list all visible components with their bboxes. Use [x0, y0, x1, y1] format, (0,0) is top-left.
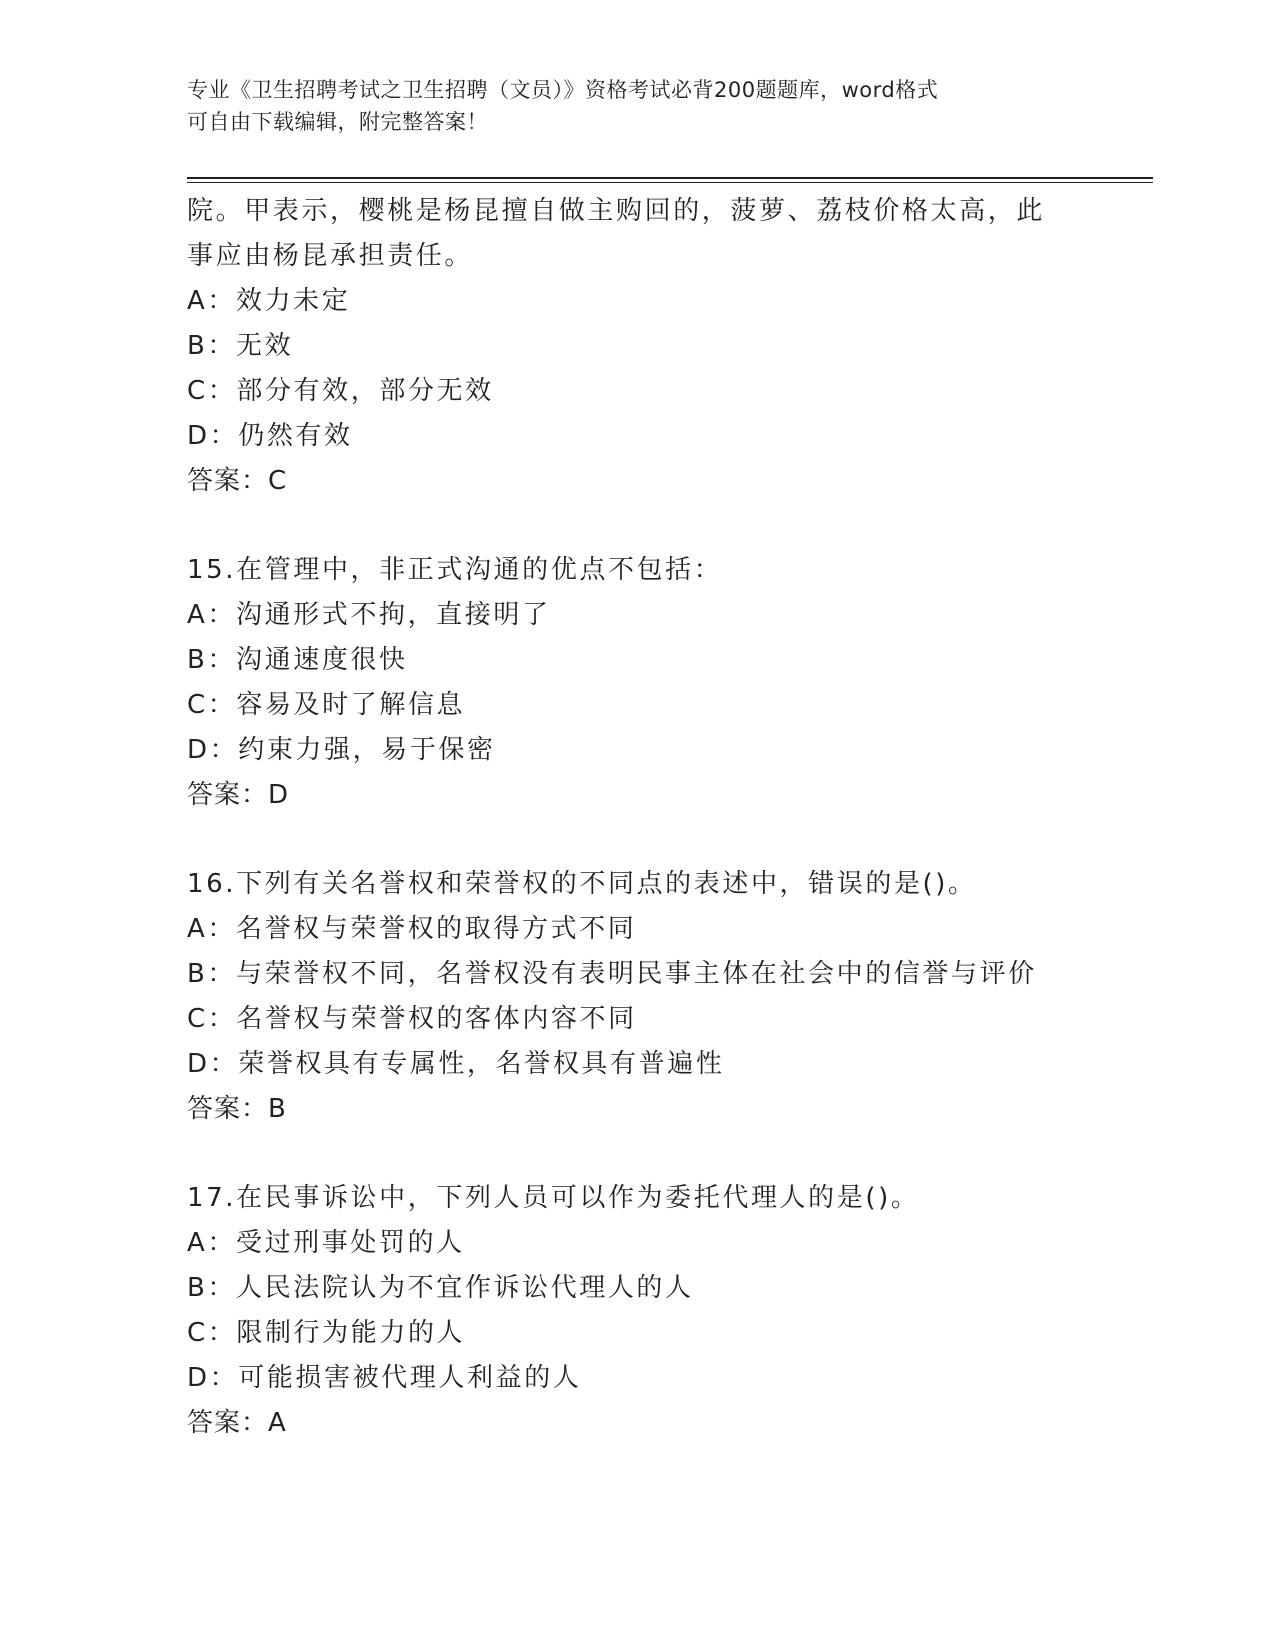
question-stem: 16.下列有关名誉权和荣誉权的不同点的表述中，错误的是()。: [187, 869, 977, 899]
option-b: B：与荣誉权不同，名誉权没有表明民事主体在社会中的信誉与评价: [187, 959, 1037, 989]
header-line-2: 可自由下载编辑，附完整答案！: [187, 110, 488, 134]
question-stem-line: 院。甲表示，樱桃是杨昆擅自做主购回的，菠萝、荔枝价格太高，此: [187, 196, 1046, 226]
answer-line: 答案：A: [187, 1408, 287, 1438]
question-15: [187, 548, 1087, 818]
answer-line: 答案：C: [187, 466, 288, 496]
question-16: [187, 862, 1087, 1132]
option-c: C：部分有效，部分无效: [187, 376, 494, 406]
option-b: B：沟通速度很快: [187, 645, 408, 675]
question-stem: 17.在民事诉讼中，下列人员可以作为委托代理人的是()。: [187, 1183, 920, 1213]
option-c: C：容易及时了解信息: [187, 690, 466, 720]
option-b: B：无效: [187, 331, 294, 361]
option-b: B：人民法院认为不宜作诉讼代理人的人: [187, 1273, 694, 1303]
question-17: [187, 1176, 1087, 1446]
document-header: [187, 74, 1067, 138]
header-divider-thick: [187, 177, 1153, 179]
option-d: D：可能损害被代理人利益的人: [187, 1363, 582, 1393]
option-a: A：效力未定: [187, 286, 351, 316]
option-a: A：沟通形式不拘，直接明了: [187, 600, 551, 630]
question-content: [187, 189, 1087, 1446]
question-continuation: [187, 189, 1087, 504]
question-stem-line: 事应由杨昆承担责任。: [187, 241, 474, 271]
option-c: C：名誉权与荣誉权的客体内容不同: [187, 1004, 637, 1034]
answer-line: 答案：D: [187, 780, 290, 810]
option-a: A：名誉权与荣誉权的取得方式不同: [187, 914, 637, 944]
option-d: D：荣誉权具有专属性，名誉权具有普遍性: [187, 1049, 725, 1079]
option-d: D：约束力强，易于保密: [187, 735, 496, 765]
answer-line: 答案：B: [187, 1094, 287, 1124]
option-d: D：仍然有效: [187, 421, 353, 451]
question-stem: 15.在管理中，非正式沟通的优点不包括：: [187, 555, 723, 585]
option-c: C：限制行为能力的人: [187, 1318, 466, 1348]
header-line-1: 专业《卫生招聘考试之卫生招聘（文员）》资格考试必背200题题库，word格式: [187, 78, 939, 102]
option-a: A：受过刑事处罚的人: [187, 1228, 465, 1258]
header-divider-thin: [187, 182, 1153, 183]
